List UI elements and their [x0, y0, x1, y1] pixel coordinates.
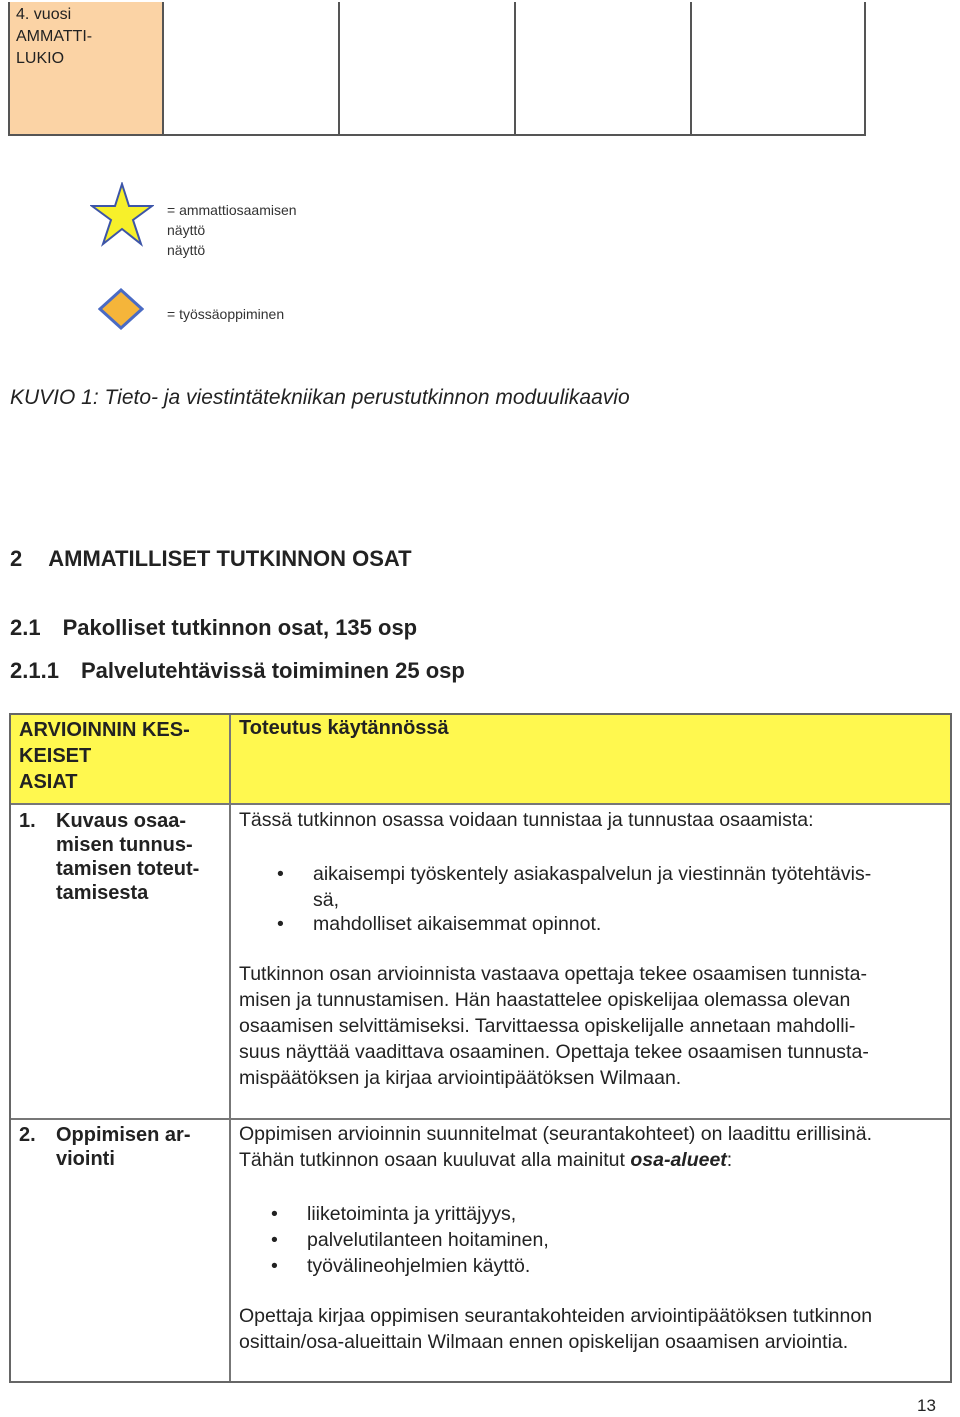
row-label-line: viointi: [56, 1148, 115, 1170]
legend-star-line: näyttö: [167, 242, 206, 258]
list-item-line: työvälineohjelmien käyttö.: [307, 1255, 531, 1277]
legend-diamond-label: = työssäoppiminen: [167, 306, 285, 322]
intro-line: Oppimisen arvioinnin suunnitelmat (seurantakohteet) on laadittu erillisinä.: [239, 1123, 873, 1145]
legend-star-label: [167, 200, 297, 260]
paragraph-line: mispäätöksen ja kirjaa arviointipäätöksen Wilmaan.: [239, 1067, 682, 1089]
bullet-icon: •: [277, 863, 284, 885]
intro-line-2: [239, 1147, 872, 1173]
row-label-line: misen tunnus-: [56, 834, 193, 856]
row-2-closing: [239, 1303, 872, 1355]
row-number: 1.: [19, 810, 36, 832]
page-number: 13: [917, 1396, 936, 1415]
list-item-line: aikaisempi työskentely asiakaspalvelun ja viestinnän työtehtävis-: [313, 863, 872, 885]
paragraph-line: Opettaja kirjaa oppimisen seurantakohteiden arviointipäätöksen tutkinnon: [239, 1305, 873, 1327]
row-label-line: Oppimisen ar-: [56, 1124, 191, 1146]
intro-suffix: :: [726, 1149, 733, 1171]
heading-number: 2.1.1: [10, 658, 59, 683]
legend-star-line: = ammattiosaamisen: [167, 202, 297, 218]
row-label-line: tamisen toteut-: [56, 858, 200, 880]
heading-number: 2: [10, 546, 23, 571]
module-cell: [164, 2, 340, 134]
list-item-line: sä,: [313, 889, 340, 911]
column-divider: [229, 715, 231, 1381]
year-cell-line: AMMATTI-: [16, 28, 93, 45]
list-item-line: liiketoiminta ja yrittäjyys,: [307, 1203, 517, 1225]
legend-star-line: näyttö: [167, 222, 206, 238]
heading-text: AMMATILLISET TUTKINNON OSAT: [48, 546, 412, 571]
row-2-intro: [239, 1121, 872, 1173]
table-header-row: [11, 715, 950, 805]
year-cell-line: 4. vuosi: [16, 6, 72, 23]
header-left-line: ASIAT: [19, 771, 78, 793]
heading-level-1: [10, 546, 412, 572]
year-cell: [10, 2, 164, 134]
module-table-fragment: [8, 2, 866, 136]
emphasis-text: osa-alueet: [630, 1149, 727, 1171]
diamond-icon: [98, 288, 144, 330]
row-number: 2.: [19, 1124, 36, 1146]
heading-text: Pakolliset tutkinnon osat, 135 osp: [62, 615, 418, 640]
row-label-line: Kuvaus osaa-: [56, 810, 187, 832]
paragraph-line: misen ja tunnustamisen. Hän haastattelee opiskelijaa olemassa olevan: [239, 989, 851, 1011]
intro-text: Tähän tutkinnon osaan kuuluvat alla mainitut: [239, 1149, 631, 1171]
row-divider: [11, 1118, 950, 1120]
list-item-line: mahdolliset aikaisemmat opinnot.: [313, 913, 602, 935]
heading-number: 2.1: [10, 615, 41, 640]
year-cell-line: LUKIO: [16, 50, 65, 67]
row-1-paragraph: [239, 961, 869, 1091]
header-left-cell: [19, 717, 190, 795]
bullet-icon: •: [277, 913, 284, 935]
paragraph-line: osittain/osa-alueittain Wilmaan ennen opiskelijan osaamisen arviointia.: [239, 1331, 849, 1353]
header-left-line: ARVIOINNIN KES-: [19, 719, 190, 741]
module-cell: [516, 2, 692, 134]
row-label-line: tamisesta: [56, 882, 149, 904]
assessment-table: [9, 713, 952, 1383]
bullet-icon: •: [271, 1229, 278, 1251]
paragraph-line: suus näyttää vaadittava osaaminen. Opettaja tekee osaamisen tunnusta-: [239, 1041, 869, 1063]
list-item-line: palvelutilanteen hoitaminen,: [307, 1229, 549, 1251]
paragraph-line: Tutkinnon osan arvioinnista vastaava opettaja tekee osaamisen tunnista-: [239, 963, 867, 985]
figure-caption: KUVIO 1: Tieto- ja viestintätekniikan perustutkinnon moduulikaavio: [10, 386, 630, 409]
row-1-intro: Tässä tutkinnon osassa voidaan tunnistaa ja tunnustaa osaamista:: [239, 809, 814, 831]
bullet-icon: •: [271, 1203, 278, 1225]
header-left-line: KEISET: [19, 745, 92, 767]
bullet-icon: •: [271, 1255, 278, 1277]
paragraph-line: osaamisen selvittämiseksi. Tarvittaessa opiskelijalle annetaan mahdolli-: [239, 1015, 856, 1037]
star-icon: [90, 182, 154, 248]
header-right-cell: Toteutus käytännössä: [239, 717, 449, 739]
module-cell: [340, 2, 516, 134]
heading-level-3: [10, 658, 465, 684]
heading-level-2: [10, 615, 417, 641]
heading-text: Palvelutehtävissä toimiminen 25 osp: [80, 658, 465, 683]
